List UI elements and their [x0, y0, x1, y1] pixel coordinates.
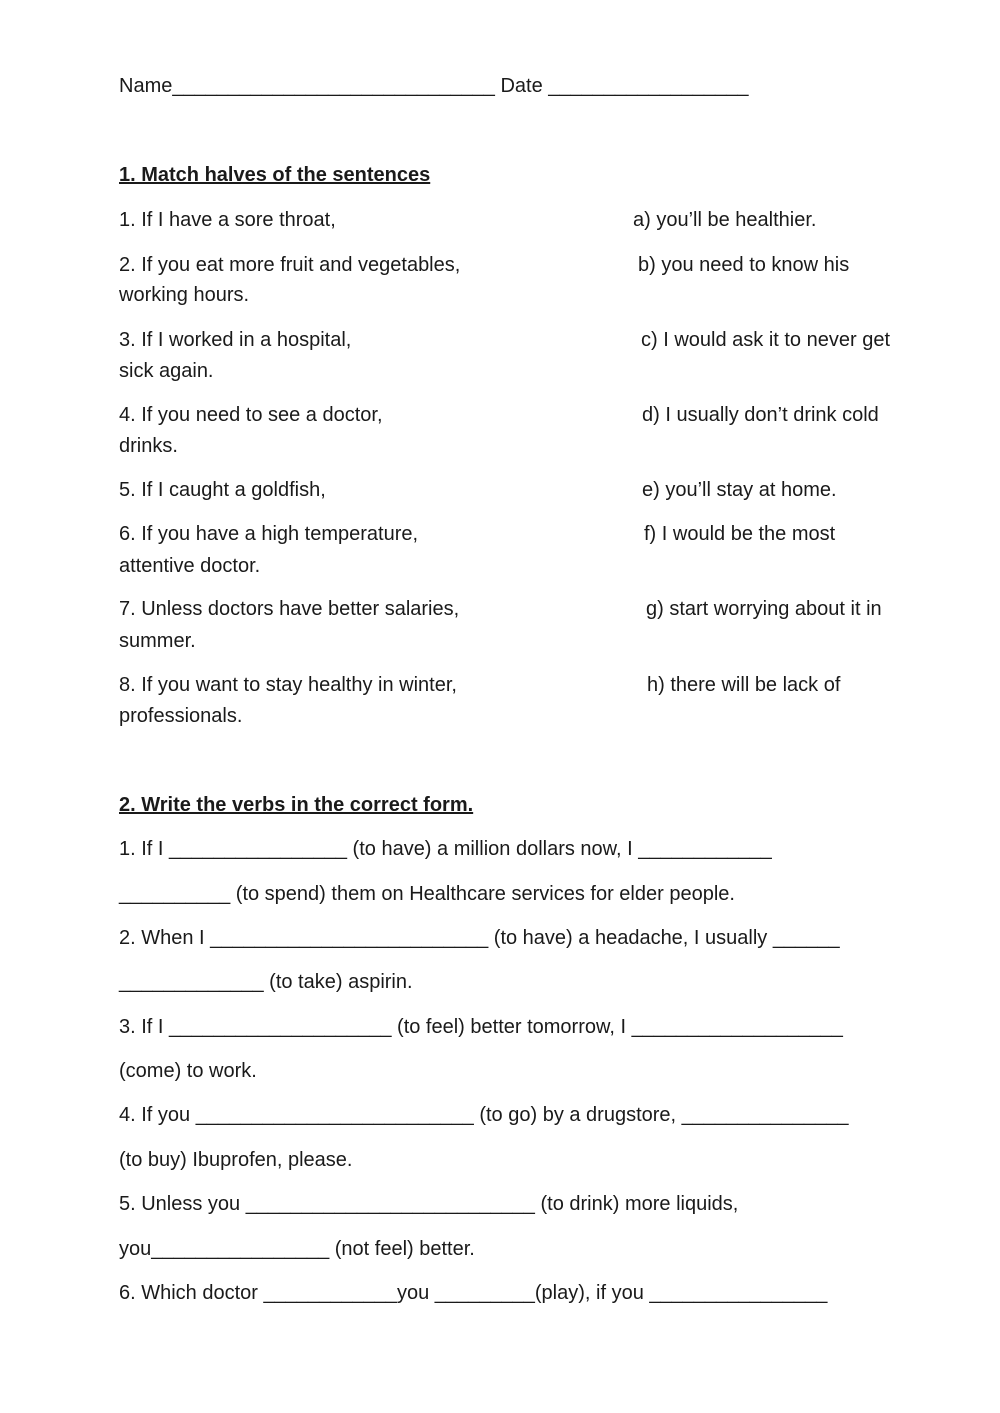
verb-line-4: _____________ (to take) aspirin.	[119, 971, 413, 993]
section2-title: 2. Write the verbs in the correct form.	[119, 794, 474, 816]
match-left-1: 1. If I have a sore throat,	[119, 209, 336, 231]
match-cont-h: professionals.	[119, 705, 243, 727]
name-date-line: Name_____________________________ Date __________________	[119, 75, 749, 97]
match-right-f: f) I would be the most	[644, 523, 836, 545]
verb-line-6: (come) to work.	[119, 1060, 257, 1082]
verb-line-10: you________________ (not feel) better.	[119, 1238, 475, 1260]
match-right-h: h) there will be lack of	[647, 674, 841, 696]
match-cont-c: sick again.	[119, 360, 214, 382]
verb-line-5: 3. If I ____________________ (to feel) better tomorrow, I ___________________	[119, 1016, 843, 1038]
match-left-7: 7. Unless doctors have better salaries,	[119, 598, 460, 620]
match-left-6: 6. If you have a high temperature,	[119, 523, 419, 545]
match-cont-d: drinks.	[119, 435, 178, 457]
verb-line-1: 1. If I ________________ (to have) a million dollars now, I ____________	[119, 838, 772, 860]
verb-line-11: 6. Which doctor ____________you _________(play), if you ________________	[119, 1282, 828, 1304]
match-right-d: d) I usually don’t drink cold	[642, 404, 879, 426]
verb-line-9: 5. Unless you __________________________ (to drink) more liquids,	[119, 1193, 739, 1215]
verb-line-3: 2. When I _________________________ (to have) a headache, I usually ______	[119, 927, 840, 949]
verb-line-2: __________ (to spend) them on Healthcare services for elder people.	[119, 883, 735, 905]
match-left-8: 8. If you want to stay healthy in winter,	[119, 674, 457, 696]
verb-line-7: 4. If you _________________________ (to go) by a drugstore, _______________	[119, 1104, 849, 1126]
match-left-3: 3. If I worked in a hospital,	[119, 329, 352, 351]
match-right-c: c) I would ask it to never get	[641, 329, 891, 351]
match-left-5: 5. If I caught a goldfish,	[119, 479, 326, 501]
verb-line-8: (to buy) Ibuprofen, please.	[119, 1149, 353, 1171]
match-left-2: 2. If you eat more fruit and vegetables,	[119, 254, 461, 276]
match-right-g: g) start worrying about it in	[646, 598, 882, 620]
match-right-a: a) you’ll be healthier.	[633, 209, 817, 231]
match-right-e: e) you’ll stay at home.	[642, 479, 837, 501]
match-left-4: 4. If you need to see a doctor,	[119, 404, 383, 426]
section1-title: 1. Match halves of the sentences	[119, 164, 431, 186]
match-right-b: b) you need to know his	[638, 254, 850, 276]
match-cont-b: working hours.	[119, 284, 250, 306]
match-cont-f: attentive doctor.	[119, 555, 261, 577]
match-cont-g: summer.	[119, 630, 196, 652]
